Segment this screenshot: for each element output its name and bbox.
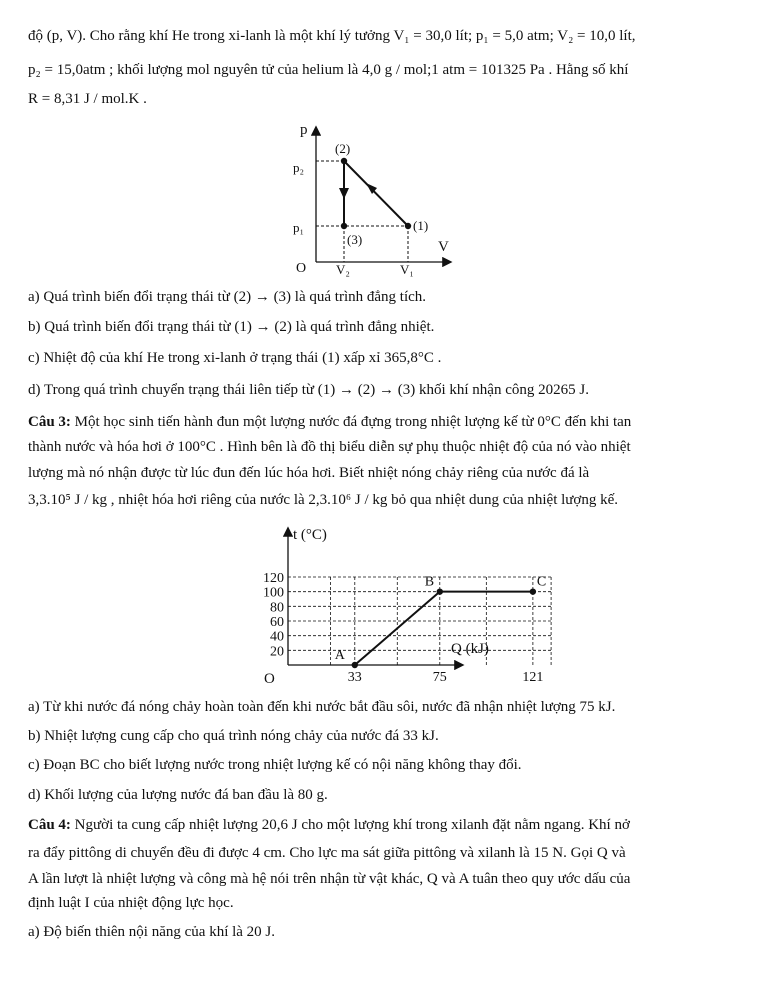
chart-grid [288,574,551,665]
y-tick-60: 60 [270,615,284,630]
q3-statement-b: b) Nhiệt lượng cung cấp cho quá trình nóng chảy của nước đá 33 kJ. [28,728,439,744]
y-tick-100: 100 [263,585,284,601]
p-axis-label: p [300,122,308,138]
y-tick-40: 40 [270,629,284,645]
point-b [437,588,443,594]
q4-text-1: Người ta cung cấp nhiệt lượng 20,6 J cho một lượng khí trong xilanh đặt nằm ngang. Khí nở [74,817,630,833]
q3-statement-c: c) Đoạn BC cho biết lượng nước trong nhiệt lượng kế có nội năng không thay đổi. [28,757,522,773]
q4-line-2: ra đẩy pittông di chuyển đều đi được 4 cm. Cho lực ma sát giữa pittông và xilanh là 15 N. Gọi Q và [28,845,626,861]
state-1-point [405,223,411,229]
q2-statement-a: a) Quá trình biến đổi trạng thái từ (2) → (3) là quá trình đẳng tích. [28,289,427,305]
q-axis-label: Q (kJ) [451,641,489,657]
q4-line-3: A lần lượt là nhiệt lượng và công mà hệ nói trên nhận từ vật khác, Q và A tuân theo quy ước dấu của [28,871,631,887]
series-line [355,592,533,665]
y-tick-80: 80 [270,600,284,616]
state-3-label: (3) [347,232,363,247]
chart-origin: O [264,671,275,687]
x-tick-121: 121 [522,670,544,685]
q3-line-1 [28,412,631,432]
q4-statement-a: a) Độ biến thiên nội năng của khí là 20 J. [28,924,276,940]
x-tick-33: 33 [347,670,362,685]
origin-label: O [296,261,307,276]
v-axis-label: V [438,239,449,255]
tick-p2: p₂ [293,160,305,175]
q3-text-1: Một học sinh tiến hành đun một lượng nước đá đựng trong nhiệt lượng kế từ 0°C đến khi tan [74,414,632,430]
q4-label: Câu 4: [28,817,71,833]
pv-diagram [280,122,470,282]
point-c [530,588,536,594]
tick-p1: p₁ [293,220,305,235]
q3-line-4: 3,3.10⁵ J / kg , nhiệt hóa hơi riêng của nước là 2,3.10⁶ J / kg bỏ qua nhiệt dung của nhiệt lượng kế. [28,492,618,508]
x-tick-75: 75 [432,670,447,685]
y-tick-20: 20 [270,644,284,660]
q2-statement-d: d) Trong quá trình chuyển trạng thái liên tiếp từ (1) → (2) → (3) khối khí nhận công 20265 J. [28,382,589,398]
q3-statement-a: a) Từ khi nước đá nóng chảy hoàn toàn đến khi nước bắt đầu sôi, nước đã nhận nhiệt lượng 75 kJ. [28,699,616,715]
t-axis-label: t (°C) [293,527,327,543]
q4-line-1 [28,815,630,835]
intro-line-1: độ (p, V). Cho rằng khí He trong xi-lanh là một khí lý tưởng V₁ = 30,0 lít; p₁ = 5,0 atm; V₂ = 10,0 lít, [28,28,636,44]
point-a-label: A [334,648,345,663]
q3-line-3: lượng mà nó nhận được từ lúc đun đến lúc hóa hơi. Biết nhiệt nóng chảy riêng của nước đá là [28,465,590,481]
q2-statement-c: c) Nhiệt độ của khí He trong xi-lanh ở trạng thái (1) xấp xỉ 365,8°C . [28,350,442,366]
q3-statement-d: d) Khối lượng của lượng nước đá ban đầu là 80 g. [28,787,328,803]
intro-line-2: p₂ = 15,0atm ; khối lượng mol nguyên tử của helium là 4,0 g / mol;1 atm = 101325 Pa . Hằng số khí [28,62,629,78]
y-tick-120: 120 [263,571,284,586]
q3-line-2: thành nước và hóa hơi ở 100°C . Hình bên là đồ thị biểu diễn sự phụ thuộc nhiệt độ của nó vào nhiệt [28,439,631,455]
state-3-point [341,223,347,229]
point-a [352,662,358,668]
intro-line-3: R = 8,31 J / mol.K . [28,91,147,107]
point-b-label: B [424,574,435,590]
q4-line-4: định luật I của nhiệt động lực học. [28,895,234,911]
q2-statement-b: b) Quá trình biến đổi trạng thái từ (1) → (2) là quá trình đẳng nhiệt. [28,319,435,335]
q3-label: Câu 3: [28,414,71,430]
tick-v2: V₂ [336,262,350,277]
state-2-label: (2) [335,141,351,156]
tick-v1: V₁ [400,262,414,277]
temperature-heat-chart [248,523,547,690]
state-2-point [341,158,347,164]
chart-series [335,575,546,669]
point-c-label: C [536,574,547,590]
state-1-label: (1) [413,218,429,233]
process-1-2 [344,161,408,226]
